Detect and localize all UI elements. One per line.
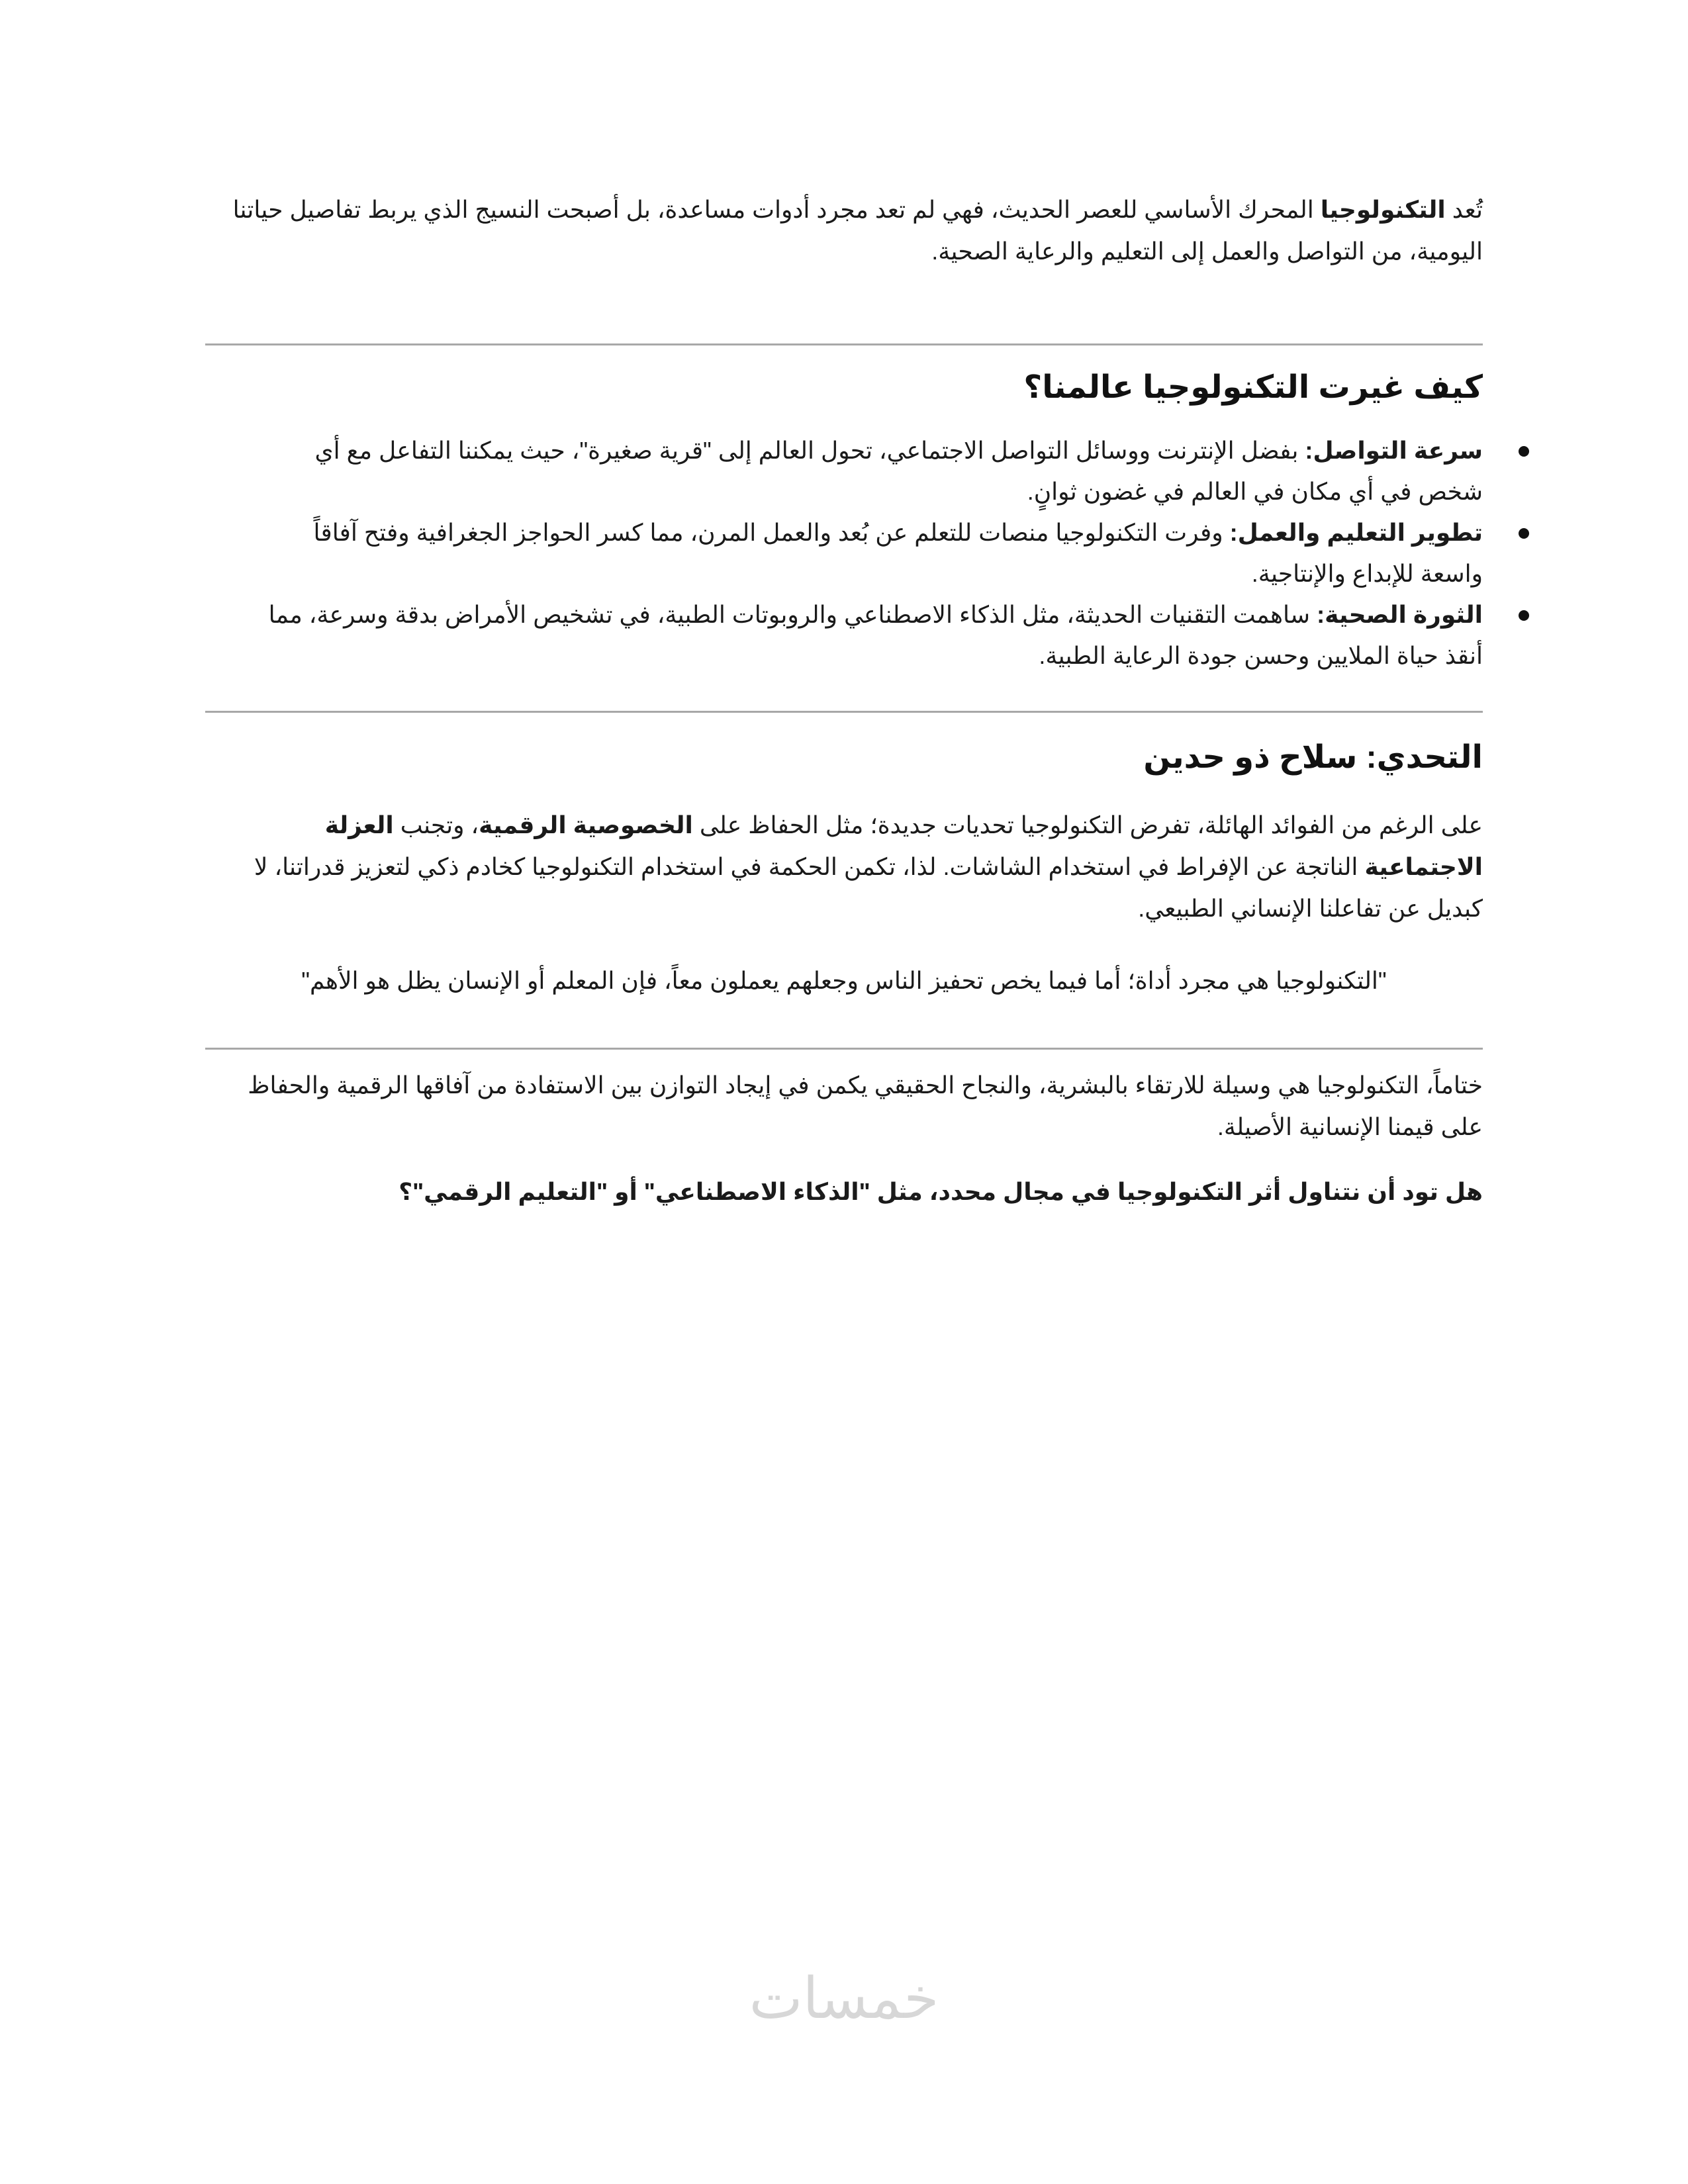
list-item-education-work	[252, 512, 1483, 594]
challenge-text-1: على الرغم من الفوائد الهائلة، تفرض التكنولوجيا تحديات جديدة؛ مثل الحفاظ على	[692, 811, 1483, 839]
list-item-label: الثورة الصحية:	[1317, 601, 1483, 628]
list-item-communication	[252, 430, 1483, 512]
privacy-keyword: الخصوصية الرقمية	[479, 811, 693, 839]
section-heading-how-tech-changed: كيف غيرت التكنولوجيا عالمنا؟	[1023, 370, 1483, 405]
list-item-label: سرعة التواصل:	[1305, 437, 1483, 464]
bullet-icon	[1519, 610, 1529, 621]
list-item-health	[252, 594, 1483, 676]
section-divider	[205, 711, 1483, 713]
list-item-label: تطوير التعليم والعمل:	[1229, 519, 1483, 546]
intro-lead: تُعد	[1445, 196, 1483, 223]
isolation-keyword: العزلة الاجتماعية	[324, 811, 1483, 880]
bullet-icon	[1519, 528, 1529, 539]
follow-up-question: هل تود أن نتناول أثر التكنولوجيا في مجال محدد، مثل "الذكاء الاصطناعي" أو "التعليم الرقمي"؟	[399, 1178, 1483, 1205]
intro-paragraph	[205, 189, 1483, 272]
closing-paragraph: ختاماً، التكنولوجيا هي وسيلة للارتقاء بالبشرية، والنجاح الحقيقي يكمن في إيجاد التوازن بين الاستفادة من آفاقها الرقمية والحفاظ على قيمنا الإنسانية الأصيلة.	[248, 1071, 1483, 1140]
section-divider	[205, 1048, 1483, 1050]
challenge-paragraph	[205, 804, 1483, 929]
challenge-text-3: الناتجة عن الإفراط في استخدام الشاشات. لذا، تكمن الحكمة في استخدام التكنولوجيا كخادم ذكي لتعزيز قدراتنا، لا كبديل عن تفاعلنا الإنساني الطبيعي.	[254, 853, 1483, 922]
quote: "التكنولوجيا هي مجرد أداة؛ أما فيما يخص تحفيز الناس وجعلهم يعملون معاً، فإن المعلم أو الإنسان يظل هو الأهم"	[301, 967, 1387, 994]
intro-rest: المحرك الأساسي للعصر الحديث، فهي لم تعد مجرد أدوات مساعدة، بل أصبحت النسيج الذي يربط تفاصيل حياتنا اليومية، من التواصل والعمل إلى التعليم والرعاية الصحية.	[232, 196, 1483, 265]
list-item-text: وفرت التكنولوجيا منصات للتعلم عن بُعد والعمل المرن، مما كسر الحواجز الجغرافية وفتح آفاقاً واسعة للإبداع والإنتاجية.	[313, 519, 1483, 587]
bullet-icon	[1519, 446, 1529, 457]
section-heading-challenge: التحدي: سلاح ذو حدين	[1143, 740, 1483, 775]
impact-list	[205, 430, 1483, 676]
document-body	[205, 189, 1483, 1212]
challenge-text-2: ، وتجنب	[393, 811, 479, 839]
intro-keyword: التكنولوجيا	[1320, 196, 1446, 223]
watermark-logo: خمسات	[749, 1966, 939, 2032]
list-item-text: بفضل الإنترنت ووسائل التواصل الاجتماعي، تحول العالم إلى "قرية صغيرة"، حيث يمكننا التفاعل مع أي شخص في أي مكان في العالم في غضون ثوانٍ.	[314, 437, 1483, 505]
section-divider	[205, 343, 1483, 345]
list-item-text: ساهمت التقنيات الحديثة، مثل الذكاء الاصطناعي والروبوتات الطبية، في تشخيص الأمراض بدقة وسرعة، مما أنقذ حياة الملايين وحسن جودة الرعاية الطبية.	[268, 601, 1483, 669]
